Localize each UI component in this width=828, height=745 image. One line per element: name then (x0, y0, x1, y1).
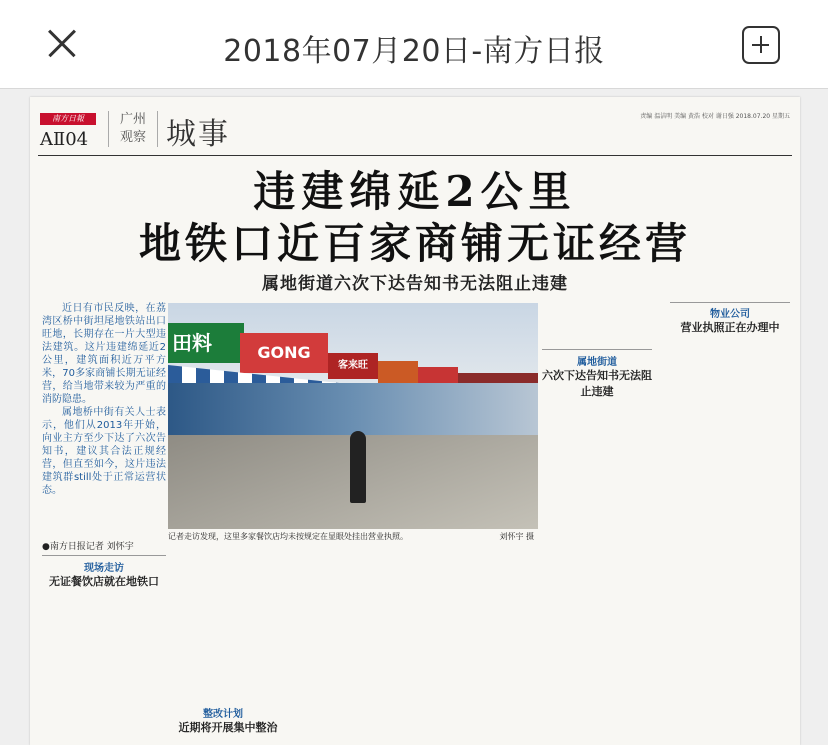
news-photo (168, 303, 538, 529)
shop-sign: GONG (240, 333, 328, 373)
column-divider (42, 555, 166, 556)
headline-line-1: 违建绵延2公里 (253, 167, 577, 216)
close-icon[interactable] (42, 24, 82, 64)
region-line-2: 观察 (119, 130, 146, 145)
column-divider (542, 349, 652, 350)
shop-sign: 客来旺 (328, 353, 378, 379)
photo-credit: 刘怀宇 摄 (499, 532, 534, 541)
section-heading: 近期将开展集中整治 (178, 721, 278, 734)
shopfront (168, 383, 538, 435)
top-bar (0, 0, 828, 89)
pedestrian (350, 431, 366, 503)
section-heading: 无证餐饮店就在地铁口 (49, 575, 159, 588)
subheadline: 属地街道六次下达告知书无法阻止违建 (262, 274, 568, 294)
page-title: 2018年07月20日-南方日报 (223, 34, 605, 69)
lead-paragraphs (42, 302, 166, 497)
region-line-1: 广州 (119, 112, 146, 127)
masthead (38, 107, 792, 156)
lead-paragraph: 属地桥中街有关人士表示，他们从2013年开始，向业主方至少下达了六次告知书，建议其合法正规经营，但直至如今，这片违法建筑群still处于正常运营状态。 (42, 407, 166, 496)
byline: ●南方日报记者 刘怀宇 (42, 542, 134, 552)
column-divider (670, 302, 790, 303)
shop-sign: 田料 (168, 323, 244, 363)
lead-paragraph: 近日有市民反映，在荔湾区桥中街坦尾地铁站出口旺地，长期存在一片大型违法建筑。这片违建绵延近2公里，建筑面积近万平方米，70多家商铺长期无证经营，给当地带来较为严重的消防隐患。 (42, 303, 166, 405)
section-tag: 现场走访 (84, 563, 124, 574)
photo-caption (168, 531, 538, 542)
region-label (108, 111, 158, 147)
section-tag: 物业公司 (710, 309, 750, 320)
headline-line-2: 地铁口近百家商铺无证经营 (138, 219, 691, 268)
newspaper-logo: 南方日報 (40, 113, 96, 125)
page-number: AⅡ04 (40, 129, 89, 150)
section-tag: 整改计划 (203, 709, 243, 720)
section-heading: 六次下达告知书无法阻止违建 (542, 369, 652, 398)
section-title: 城事 (166, 117, 230, 152)
newspaper-page (30, 97, 800, 745)
shop-sign-decor (378, 361, 418, 383)
section-tag: 属地街道 (577, 357, 617, 368)
section-heading: 营业执照正在办理中 (680, 321, 780, 334)
photo-caption-text: 记者走访发现，这里多家餐饮店均未按规定在显眼处挂出营业执照。 (168, 532, 408, 541)
plus-square-icon[interactable] (742, 26, 780, 64)
document-viewer[interactable] (0, 89, 828, 745)
editor-credits: 责编 温洁明 美编 黄浩 校对 谢日强 2018.07.20 星期五 (640, 113, 790, 120)
